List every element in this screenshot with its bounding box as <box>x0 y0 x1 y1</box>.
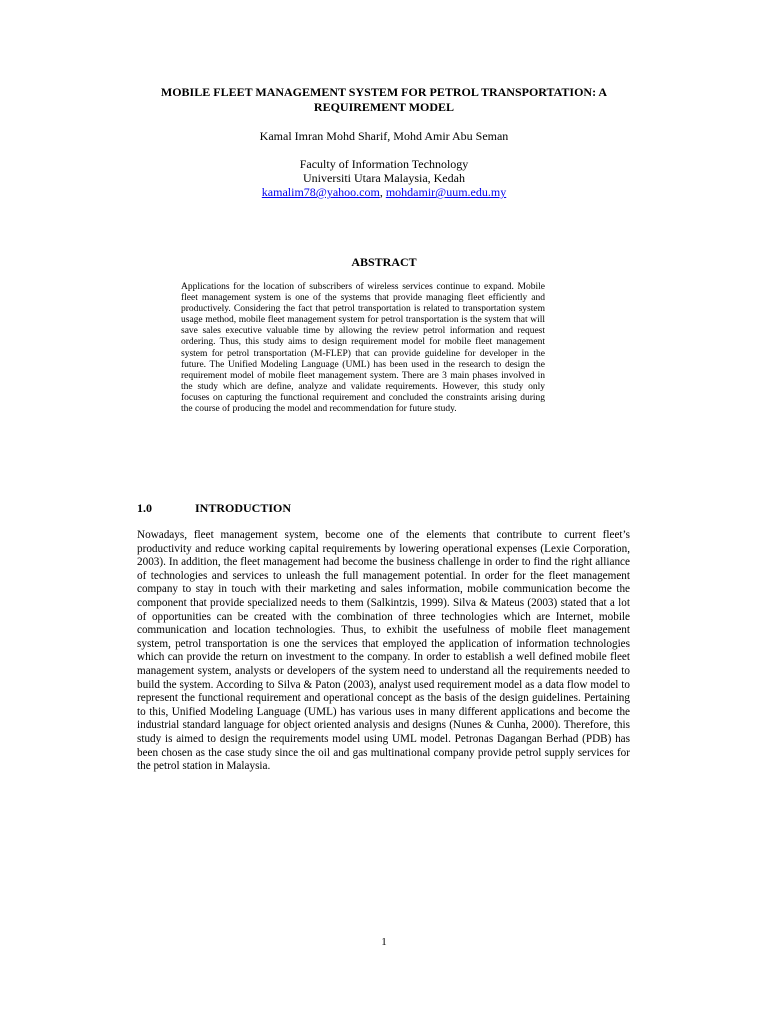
page-number: 1 <box>381 936 387 948</box>
introduction-paragraph: Nowadays, fleet management system, become one of the elements that contribute to current fleet’s productivity and reduce working capital requirements by lowering operational expenses (Lexie Corporation, 2003). In addition, the fleet management had become the business challenge in order to find the right alliance of technologies and services to unleash the full management potential. In order for the fleet management company to stay in touch with their marketing and sales information, mobile communication become the component that provide specialized needs to them (Salkintzis, 1999). Silva & Mateus (2003) stated that a lot of opportunities can be created with the combination of three technologies which are Internet, mobile communication and location technologies. Thus, to exhibit the usefulness of mobile fleet management system, petrol transportation is one the services that employed the application of information technologies which can provide the return on investment to the company. In order to establish a well defined mobile fleet management system, analysts or developers of the system need to understand all the requirements needed to build the system. According to Silva & Paton (2003), analyst used requirement model as a data flow model to represent the functional requirement and operational concept as the basis of the design guidelines. Pertaining to this, Unified Modeling Language (UML) has various uses in many different applications and become the industrial standard language for object oriented analysis and designs (Nunes & Cunha, 2000). Therefore, this study is aimed to design the requirements model using UML model. Petronas Dagangan Berhad (PDB) has been chosen as the case study since the oil and gas multinational company provide petrol supply services for the petrol station in Malaysia. <box>137 529 630 773</box>
abstract-text: Applications for the location of subscribers of wireless services continue to expand. Mobile fleet management system is one of the systems that provide managing fleet efficiently and productively. Considering the fact that petrol transportation is related to transportation system usage method, mobile fleet management system for petrol transportation is the system that will save sales executive valuable time by allowing the review petrol information and request ordering. Thus, this study aims to design requirement model for mobile fleet management system for petrol transportation (M-FLEP) that can provide guideline for developer in the future. The Unified Modeling Language (UML) has been used in the research to design the requirement model of mobile fleet management system. There are 3 main phases involved in the study which are define, analyze and validate requirements. However, this study only focuses on capturing the functional requirement and concluded the constraints arising during the course of producing the model and recommendation for future study. <box>181 282 545 415</box>
section-title: INTRODUCTION <box>195 501 292 515</box>
section-number: 1.0 <box>137 501 152 515</box>
author-list: Kamal Imran Mohd Sharif, Mohd Amir Abu Seman <box>259 129 509 143</box>
email-line <box>0 185 768 199</box>
abstract-heading: ABSTRACT <box>351 255 417 269</box>
affiliation-block <box>0 157 768 199</box>
faculty-line: Faculty of Information Technology <box>299 157 469 171</box>
paper-title: MOBILE FLEET MANAGEMENT SYSTEM FOR PETROL TRANSPORTATION: A REQUIREMENT MODEL <box>160 85 608 114</box>
email-link-1[interactable]: kamalim78@yahoo.com <box>261 185 380 199</box>
university-line: Universiti Utara Malaysia, Kedah <box>303 171 465 185</box>
section-heading-introduction <box>137 501 637 515</box>
email-separator: , <box>379 185 386 199</box>
email-link-2[interactable]: mohdamir@uum.edu.my <box>385 185 507 199</box>
